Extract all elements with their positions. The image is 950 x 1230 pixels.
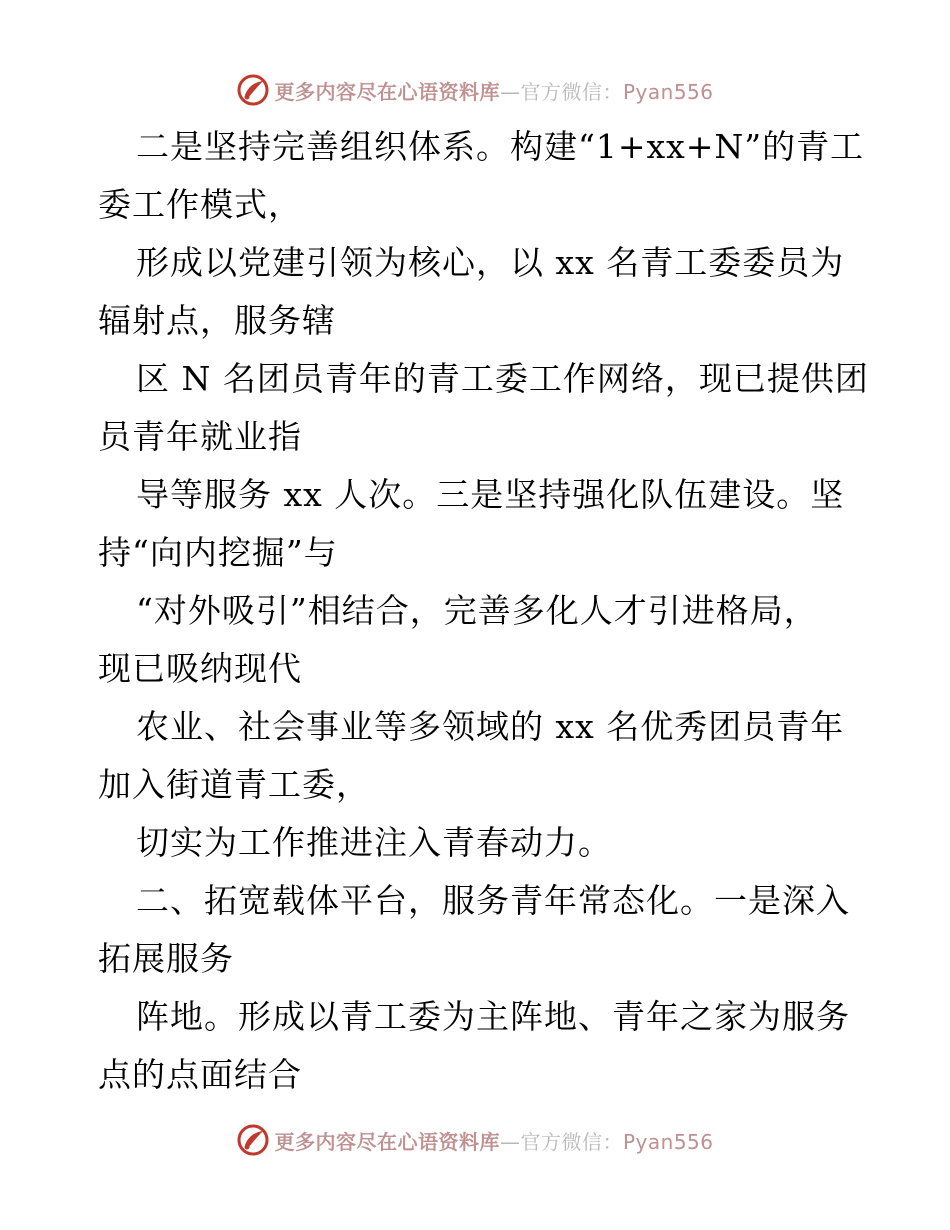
text-line: 形成以党建引领为核心，以 xx 名青工委委员为	[136, 243, 845, 282]
watermark-wechat-label: 官方微信：	[520, 1129, 623, 1154]
watermark-separator: —	[499, 1129, 521, 1154]
text-line: 二是坚持完善组织体系。构建“1+xx+N”的青工	[136, 127, 865, 166]
watermark-text	[274, 76, 713, 105]
watermark-wechat-id: Pyan556	[622, 1129, 714, 1154]
text-line: 阵地。形成以青工委为主阵地、青年之家为服务	[136, 997, 850, 1036]
text-line: 拓展服务	[98, 939, 234, 978]
text-line: 二、拓宽载体平台，服务青年常态化。一是深入	[136, 881, 850, 920]
brush-logo-icon	[236, 73, 270, 107]
text-line: 持“向内挖掘”与	[98, 533, 338, 572]
watermark-text	[274, 1126, 713, 1155]
text-line: “对外吸引”相结合，完善多化人才引进格局，	[136, 591, 818, 630]
text-line: 切实为工作推进注入青春动力。	[136, 823, 612, 862]
document-body	[98, 118, 869, 1104]
watermark-wechat-label: 官方微信：	[520, 79, 623, 104]
footer-watermark	[0, 1122, 950, 1158]
watermark-separator: —	[499, 79, 521, 104]
text-line: 委工作模式，	[98, 185, 302, 224]
text-line: 导等服务 xx 人次。三是坚持强化队伍建设。坚	[136, 475, 845, 514]
text-line: 辐射点，服务辖	[98, 301, 336, 340]
text-line: 点的点面结合	[98, 1055, 302, 1094]
watermark-brand: 更多内容尽在心语资料库	[274, 79, 500, 104]
text-line: 加入街道青工委，	[98, 765, 370, 804]
watermark-brand: 更多内容尽在心语资料库	[274, 1129, 500, 1154]
text-line: 区 N 名团员青年的青工委工作网络，现已提供团	[136, 359, 869, 398]
brush-logo-icon	[236, 1123, 270, 1157]
text-line: 员青年就业指	[98, 417, 302, 456]
header-watermark	[0, 72, 950, 108]
watermark-wechat-id: Pyan556	[622, 79, 714, 104]
text-line: 现已吸纳现代	[98, 649, 302, 688]
text-line: 农业、社会事业等多领域的 xx 名优秀团员青年	[136, 707, 845, 746]
